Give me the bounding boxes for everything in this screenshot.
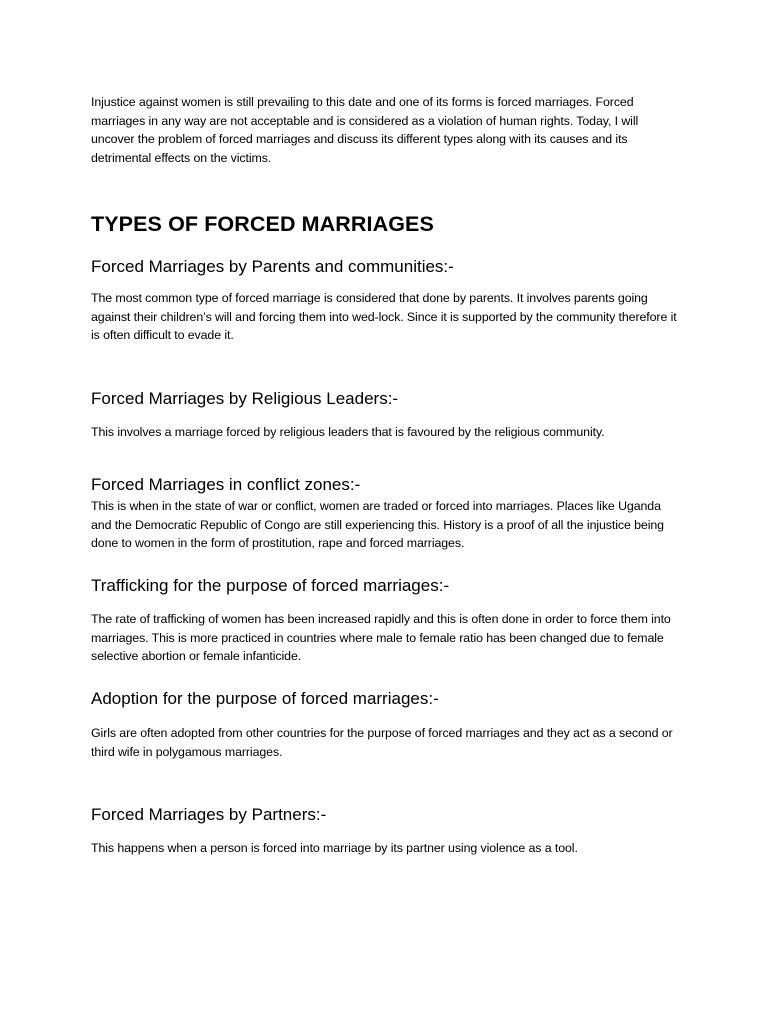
- section-body: This involves a marriage forced by religious leaders that is favoured by the religious community.: [91, 425, 605, 439]
- page-title: TYPES OF FORCED MARRIAGES: [91, 212, 434, 236]
- section-heading: Adoption for the purpose of forced marriages:-: [91, 689, 439, 708]
- section-body-block: [91, 497, 681, 553]
- section-body-block: [91, 610, 681, 666]
- section-heading: Forced Marriages by Religious Leaders:-: [91, 389, 399, 408]
- section-body: This is when in the state of war or conflict, women are traded or forced into marriages. Places like Uganda and the Democratic Republic of Congo are still experiencing this. History is a proof of all the injustice being done to women in the form of prostitution, rape and forced marriages.: [91, 499, 664, 551]
- section-body: The rate of trafficking of women has been increased rapidly and this is often done in order to force them into marriages. This is more practiced in countries where male to female ratio has been changed due to female selective abortion or female infanticide.: [91, 612, 671, 664]
- section-heading-block: [91, 804, 681, 826]
- section-heading-block: [91, 388, 681, 410]
- section-body: Girls are often adopted from other countries for the purpose of forced marriages and they act as a second or third wife in polygamous marriages.: [91, 726, 673, 759]
- section-heading-block: [91, 474, 681, 496]
- section-body: This happens when a person is forced into marriage by its partner using violence as a tool.: [91, 841, 578, 855]
- section-heading-block: [91, 256, 681, 278]
- section-body-block: [91, 289, 681, 345]
- section-heading: Forced Marriages by Parents and communities:-: [91, 257, 454, 276]
- intro-paragraph-block: [91, 93, 681, 167]
- section-heading-block: [91, 688, 681, 710]
- section-body-block: [91, 423, 681, 442]
- section-body-block: [91, 724, 681, 761]
- section-heading-block: [91, 575, 681, 597]
- section-body-block: [91, 839, 681, 858]
- section-heading: Forced Marriages by Partners:-: [91, 805, 327, 824]
- section-heading: Trafficking for the purpose of forced marriages:-: [91, 576, 450, 595]
- intro-paragraph: Injustice against women is still prevailing to this date and one of its forms is forced marriages. Forced marriages in any way are not acceptable and is considered as a violation of human rights. Today, I will uncover the problem of forced marriages and discuss its different types along with its causes and its detrimental effects on the victims.: [91, 95, 639, 165]
- section-heading: Forced Marriages in conflict zones:-: [91, 475, 361, 494]
- main-title-block: [91, 211, 681, 237]
- section-body: The most common type of forced marriage is considered that done by parents. It involves parents going against their children’s will and forcing them into wed-lock. Since it is supported by the community therefore it is often difficult to evade it.: [91, 291, 677, 343]
